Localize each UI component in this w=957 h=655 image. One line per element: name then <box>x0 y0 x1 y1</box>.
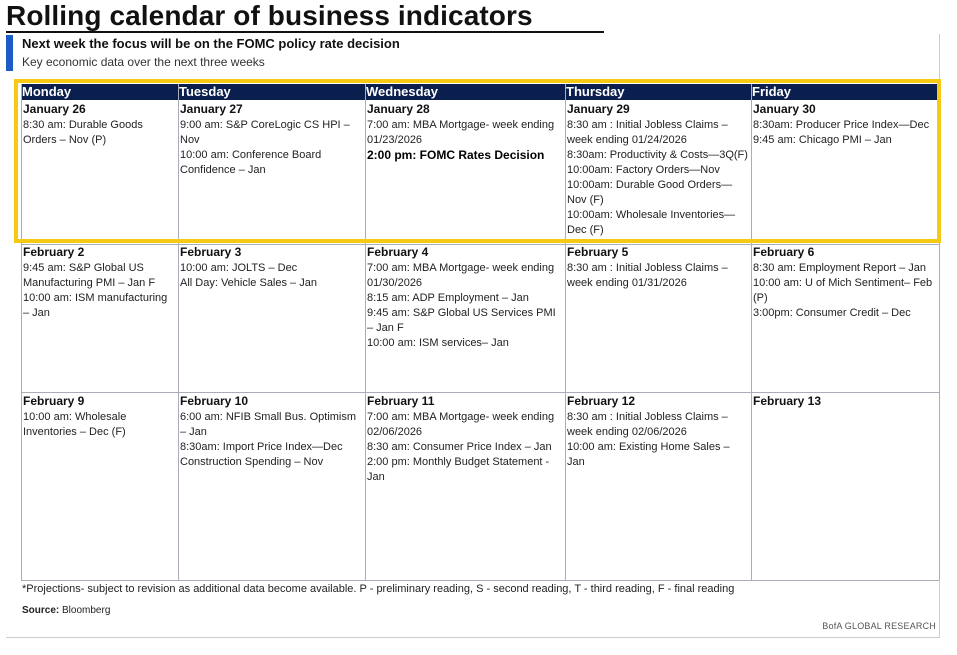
weekday-header-wednesday: Wednesday <box>366 84 439 99</box>
calendar-cell <box>22 394 178 440</box>
event-item: 7:00 am: MBA Mortgage- week ending 02/06/2026 <box>367 411 555 438</box>
event-item: 6:00 am: NFIB Small Bus. Optimism – Jan <box>180 411 357 438</box>
calendar-cell <box>179 394 365 470</box>
calendar-cell <box>752 245 939 321</box>
event-item: 10:00 am: Existing Home Sales – Jan <box>567 441 730 468</box>
event-item: 8:30 am : Initial Jobless Claims – week ending 01/24/2026 <box>567 119 728 146</box>
event-item: All Day: Vehicle Sales – Jan <box>180 277 317 289</box>
cell-date: February 9 <box>23 394 85 408</box>
cell-date: February 12 <box>567 394 636 408</box>
cell-date: January 26 <box>23 102 86 116</box>
event-item: 8:30am: Producer Price Index—Dec <box>753 119 930 131</box>
event-item: Construction Spending – Nov <box>180 456 324 468</box>
event-item: 8:30 am: Employment Report – Jan <box>753 262 927 274</box>
cell-date: February 11 <box>367 394 435 408</box>
event-item: 10:00 am: ISM manufacturing – Jan <box>23 292 168 319</box>
weekday-header-thursday: Thursday <box>566 84 625 99</box>
source-label: Source: <box>22 605 60 616</box>
weekday-header-tuesday: Tuesday <box>179 84 231 99</box>
event-item: 8:30am: Import Price Index—Dec <box>180 441 343 453</box>
cell-date: February 4 <box>367 245 429 259</box>
event-item: 9:45 am: S&P Global US Manufacturing PMI – Jan F <box>23 262 156 289</box>
calendar-cell <box>179 245 365 291</box>
event-item: 10:00 am: JOLTS – Dec <box>180 262 298 274</box>
event-item: 8:30 am: Durable Goods Orders – Nov (P) <box>23 119 143 146</box>
event-item: 10:00 am: ISM services– Jan <box>367 337 509 349</box>
cell-date: February 6 <box>753 245 815 259</box>
event-item: 7:00 am: MBA Mortgage- week ending 01/30/2026 <box>367 262 555 289</box>
cell-date: February 5 <box>567 245 629 259</box>
calendar-cell <box>752 394 939 410</box>
cell-date: February 10 <box>180 394 249 408</box>
calendar-cell <box>366 394 565 485</box>
event-item: 9:00 am: S&P CoreLogic CS HPI – Nov <box>180 119 350 146</box>
event-item: 9:45 am: S&P Global US Services PMI – Jan F <box>367 307 556 334</box>
event-item: 2:00 pm: Monthly Budget Statement - Jan <box>367 456 550 483</box>
event-item: 10:00 am: Wholesale Inventories – Dec (F) <box>23 411 127 438</box>
grid-line <box>21 392 939 393</box>
exhibit-description: Key economic data over the next three weeks <box>22 55 265 69</box>
event-item: 8:30 am: Consumer Price Index – Jan <box>367 441 552 453</box>
event-item: 8:30am: Productivity & Costs—3Q(F) <box>567 149 748 161</box>
cell-date: January 30 <box>753 102 816 116</box>
event-item: 10:00am: Factory Orders—Nov <box>567 164 720 176</box>
event-item: 10:00 am: Conference Board Confidence – Jan <box>180 149 322 176</box>
event-item: 9:45 am: Chicago PMI – Jan <box>753 134 892 146</box>
brand-label: BofA GLOBAL RESEARCH <box>822 621 936 631</box>
cell-date: January 28 <box>367 102 430 116</box>
event-item: 8:30 am : Initial Jobless Claims – week ending 02/06/2026 <box>567 411 728 438</box>
calendar-cell <box>22 245 178 321</box>
cell-date: January 29 <box>567 102 630 116</box>
exhibit-subtitle: Next week the focus will be on the FOMC policy rate decision <box>22 36 400 51</box>
calendar-cell <box>566 245 751 291</box>
cell-date: February 2 <box>23 245 85 259</box>
event-item: 8:30 am : Initial Jobless Claims – week ending 01/31/2026 <box>567 262 728 289</box>
cell-date: February 13 <box>753 394 822 408</box>
event-item: 10:00am: Wholesale Inventories—Dec (F) <box>567 209 736 236</box>
event-item: 8:15 am: ADP Employment – Jan <box>367 292 529 304</box>
fomc-event-item: 2:00 pm: FOMC Rates Decision <box>367 148 545 162</box>
calendar-cell <box>366 245 565 351</box>
source-value: Bloomberg <box>62 605 111 616</box>
cell-date: February 3 <box>180 245 242 259</box>
event-item: 10:00 am: U of Mich Sentiment– Feb (P) <box>753 277 933 304</box>
source-note <box>22 605 110 616</box>
current-week-highlight <box>14 79 941 243</box>
cell-date: January 27 <box>180 102 243 116</box>
event-item: 3:00pm: Consumer Credit – Dec <box>753 307 911 319</box>
footnote: *Projections- subject to revision as additional data become available. P - preliminary reading, S - second reading, T - third reading, F - final reading <box>22 583 735 595</box>
page-title: Rolling calendar of business indicators <box>6 0 533 31</box>
accent-bar <box>6 35 13 71</box>
title-underline <box>6 31 604 33</box>
grid-line <box>21 580 939 581</box>
weekday-header-friday: Friday <box>752 84 792 99</box>
weekday-header-monday: Monday <box>22 84 72 99</box>
event-item: 10:00am: Durable Good Orders—Nov (F) <box>567 179 733 206</box>
calendar-cell <box>566 394 751 470</box>
event-item: 7:00 am: MBA Mortgage- week ending 01/23/2026 <box>367 119 555 146</box>
